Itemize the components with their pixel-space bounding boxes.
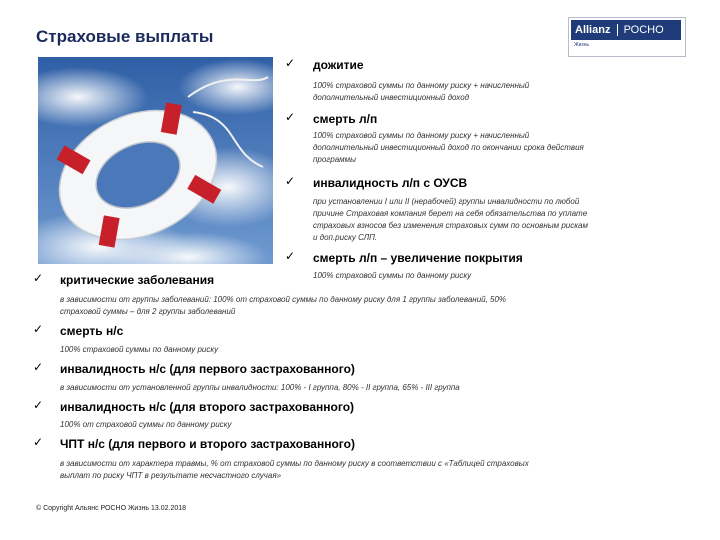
item-heading: смерть л/п: [313, 112, 378, 126]
item-heading: инвалидность н/с (для второго застрахованного): [60, 400, 355, 414]
check-icon: ✓: [33, 398, 44, 412]
item-description: [60, 294, 710, 318]
description-line: дополнительный инвестиционный доход по окончании срока действия: [313, 143, 584, 152]
logo-brand: Allianz: [575, 24, 611, 36]
item-heading: дожитие: [313, 58, 364, 72]
description-line: страховых взносов без изменения страховых сумм по основным рискам: [313, 221, 588, 230]
item-heading: критические заболевания: [60, 273, 215, 287]
description-line: 100% от страховой суммы по данному риску: [60, 420, 232, 429]
logo-partner: РОСНО: [623, 24, 664, 36]
description-line: программы: [313, 155, 356, 164]
check-icon: ✓: [285, 174, 296, 188]
item-description: [60, 344, 710, 356]
description-line: выплат по риску ЧПТ в результате несчастного случая»: [60, 471, 282, 480]
lifebuoy-photo: [38, 57, 273, 264]
description-line: в зависимости от установленной группы инвалидности: 100% - I группа, 80% - II группа, 65% - III группа: [60, 383, 460, 392]
description-line: и доп.риску СЛП.: [313, 233, 378, 242]
item-description: [313, 130, 713, 166]
company-logo: [568, 17, 686, 57]
item-description: [313, 196, 713, 244]
item-description: [313, 80, 713, 104]
copyright-footer: © Copyright Альянс РОСНО Жизнь 13.02.2018: [36, 505, 187, 512]
description-line: причине Страховая компания берет на себя обязательства по уплате: [313, 209, 588, 218]
logo-bar: [571, 20, 681, 40]
description-line: 100% страховой суммы по данному риску: [313, 271, 472, 280]
description-line: страховой суммы – для 2 группы заболеваний: [60, 307, 236, 316]
item-heading: инвалидность н/с (для первого застрахованного): [60, 362, 355, 376]
description-line: при установлении I или II (нерабочей) группы инвалидности по любой: [313, 197, 580, 206]
item-description: [60, 382, 710, 394]
description-line: 100% страховой суммы по данному риску + начисленный: [313, 131, 530, 140]
page-title: Страховые выплаты: [36, 27, 214, 46]
description-line: дополнительный инвестиционный доход: [313, 93, 470, 102]
item-description: [313, 270, 713, 282]
logo-separator: [617, 24, 618, 36]
item-heading: смерть л/п – увеличение покрытия: [313, 251, 523, 265]
check-icon: ✓: [33, 322, 44, 336]
item-heading: смерть н/с: [60, 324, 124, 338]
logo-subtitle: Жизнь: [574, 42, 590, 48]
check-icon: ✓: [33, 360, 44, 374]
description-line: в зависимости от характера травмы, % от страховой суммы по данному риску в соответствии с «Таблицей страховых: [60, 459, 529, 468]
item-description: [60, 419, 710, 431]
check-icon: ✓: [285, 249, 296, 263]
check-icon: ✓: [33, 435, 44, 449]
description-line: 100% страховой суммы по данному риску: [60, 345, 219, 354]
item-description: [60, 458, 715, 482]
lifebuoy-illustration: [38, 57, 273, 264]
description-line: 100% страховой суммы по данному риску + начисленный: [313, 81, 530, 90]
item-heading: ЧПТ н/с (для первого и второго застрахованного): [60, 437, 355, 451]
check-icon: ✓: [285, 56, 296, 70]
item-heading: инвалидность л/п с ОУСВ: [313, 176, 468, 190]
description-line: в зависимости от группы заболеваний: 100% от страховой суммы по данному риску для 1 группы заболеваний, 50%: [60, 295, 507, 304]
check-icon: ✓: [285, 110, 296, 124]
check-icon: ✓: [33, 271, 44, 285]
